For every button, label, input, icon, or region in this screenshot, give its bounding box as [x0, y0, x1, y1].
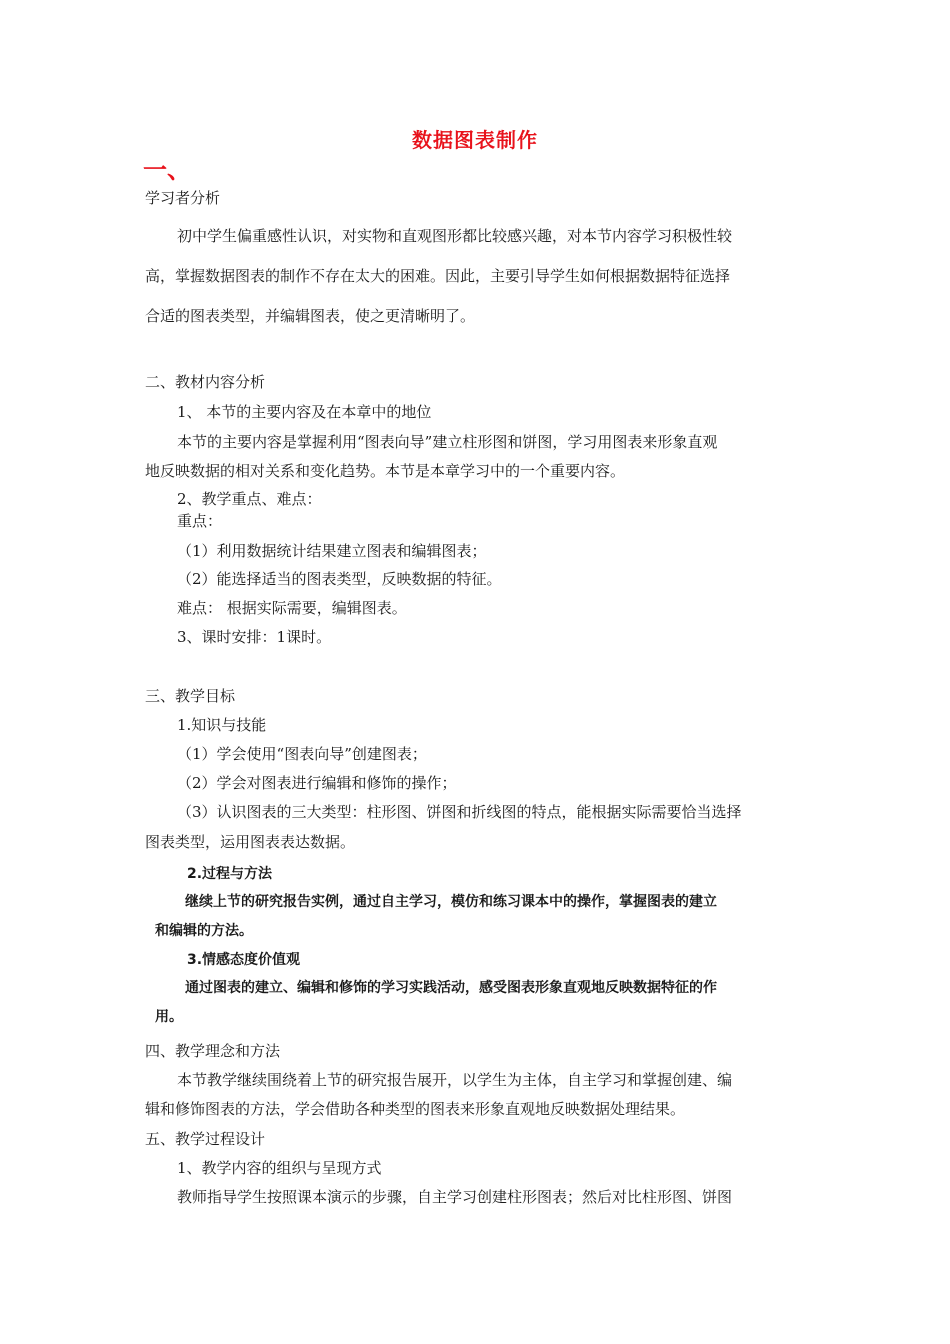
section1-para-line-2: 高，掌握数据图表的制作不存在太大的困难。因此，主要引导学生如何根据数据特征选择	[145, 267, 731, 285]
section3-k3-line-2: 图表类型，运用图表表达数据。	[145, 833, 356, 851]
section3-k2: （2）学会对图表进行编辑和修饰的操作；	[177, 774, 457, 792]
section4-heading: 四、教学理念和方法	[145, 1042, 281, 1060]
section3-k1: （1）学会使用“图表向导”创建图表；	[177, 745, 427, 763]
section2-para-line-2: 地反映数据的相对关系和变化趋势。本节是本章学习中的一个重要内容。	[145, 462, 626, 480]
section2-key-1: （1）利用数据统计结果建立图表和编辑图表；	[177, 542, 487, 560]
section3-item2: 2.过程与方法	[187, 866, 273, 882]
section3-heading: 三、教学目标	[145, 687, 236, 705]
section3-p2-line-1: 继续上节的研究报告实例，通过自主学习，模仿和练习课本中的操作，掌握图表的建立	[185, 894, 717, 910]
section1-heading: 学习者分析	[145, 189, 221, 207]
section3-p3-line-1: 通过图表的建立、编辑和修饰的学习实践活动，感受图表形象直观地反映数据特征的作	[185, 980, 717, 996]
section2-para-line-1: 本节的主要内容是掌握利用“图表向导”建立柱形图和饼图，学习用图表来形象直观	[177, 433, 718, 451]
section5-item1: 1、教学内容的组织与呈现方式	[177, 1159, 382, 1177]
section3-item3: 3.情感态度价值观	[187, 952, 301, 968]
section4-para-line-1: 本节教学继续围绕着上节的研究报告展开，以学生为主体，自主学习和掌握创建、编	[177, 1071, 733, 1089]
section1-para-line-1: 初中学生偏重感性认识，对实物和直观图形都比较感兴趣，对本节内容学习积极性较	[177, 227, 733, 245]
section2-item2: 2、教学重点、难点：	[177, 490, 322, 508]
section2-key-label: 重点：	[177, 512, 223, 530]
section1-para-line-3: 合适的图表类型，并编辑图表，使之更清晰明了。	[145, 307, 476, 325]
section2-item3: 3、课时安排：1课时。	[177, 628, 332, 646]
section2-heading: 二、教材内容分析	[145, 373, 266, 391]
section5-heading: 五、教学过程设计	[145, 1130, 266, 1148]
section4-para-line-2: 辑和修饰图表的方法，学会借助各种类型的图表来形象直观地反映数据处理结果。	[145, 1100, 686, 1118]
document-title: 数据图表制作	[412, 128, 538, 152]
section3-item1: 1.知识与技能	[177, 716, 267, 734]
section5-para-line-1: 教师指导学生按照课本演示的步骤，自主学习创建柱形图表；然后对比柱形图、饼图	[177, 1188, 733, 1206]
section-number-one: 一、	[143, 156, 191, 184]
section3-p3-line-2: 用。	[155, 1009, 183, 1025]
section3-p2-line-2: 和编辑的方法。	[155, 923, 253, 939]
section2-key-2: （2）能选择适当的图表类型，反映数据的特征。	[177, 570, 502, 588]
section3-k3-line-1: （3）认识图表的三大类型：柱形图、饼图和折线图的特点，能根据实际需要恰当选择	[177, 803, 742, 821]
section2-difficulty: 难点： 根据实际需要，编辑图表。	[177, 599, 407, 617]
section2-item1: 1、 本节的主要内容及在本章中的地位	[177, 403, 432, 421]
